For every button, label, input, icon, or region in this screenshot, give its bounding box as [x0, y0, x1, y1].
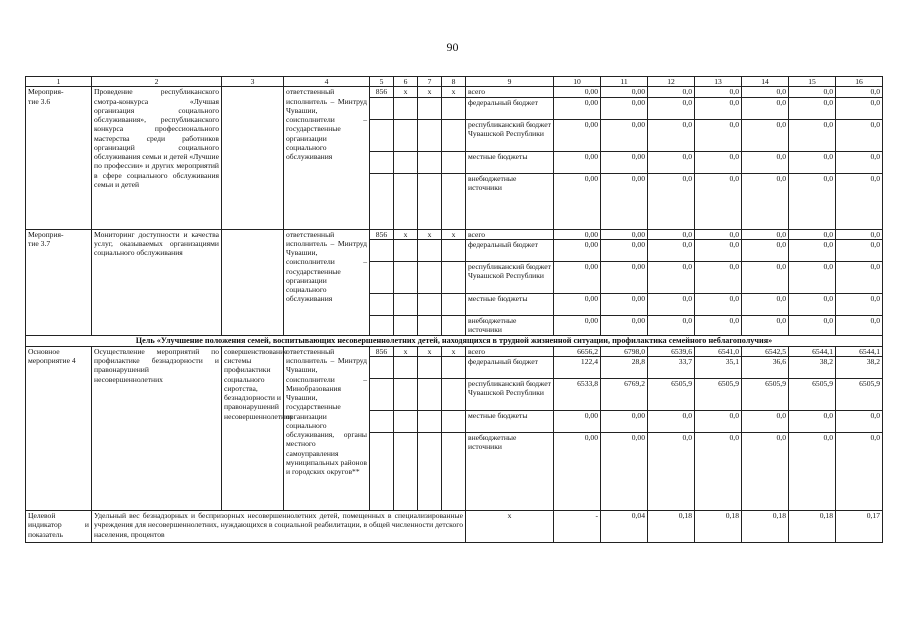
funding-value: 0,0 — [648, 119, 695, 151]
funding-value: 0,0 — [789, 119, 836, 151]
header-cell: 14 — [742, 77, 789, 87]
empty-cell — [370, 357, 394, 379]
empty-cell — [442, 151, 466, 173]
header-cell: 4 — [284, 77, 370, 87]
activity-title: Мониторинг доступности и качества услуг, оказываемых организациями социального обслуживания — [92, 229, 222, 335]
empty-cell — [370, 97, 394, 119]
funding-value: 0,00 — [601, 119, 648, 151]
code-x: х — [394, 229, 418, 239]
funding-value: 36,6 — [742, 357, 789, 379]
funding-value: 0,0 — [836, 261, 883, 293]
funding-value: 0,0 — [836, 173, 883, 229]
code-856: 856 — [370, 346, 394, 356]
empty-cell — [394, 97, 418, 119]
code-x: х — [442, 346, 466, 356]
funding-value: 0,0 — [648, 151, 695, 173]
indicator-value: 0,18 — [648, 511, 695, 543]
funding-value: 0,00 — [554, 173, 601, 229]
funding-value: 0,00 — [554, 229, 601, 239]
funding-value: 6544,1 — [789, 346, 836, 356]
funding-value: 0,00 — [554, 411, 601, 433]
funding-value: 0,0 — [695, 433, 742, 511]
funding-value: 0,0 — [742, 315, 789, 335]
funding-value: 6769,2 — [601, 379, 648, 411]
indicator-code: Целевой индикатор и показатель — [26, 511, 92, 543]
funding-value: 0,0 — [742, 411, 789, 433]
funding-value: 0,0 — [836, 87, 883, 97]
funding-source: внебюджетные источники — [466, 173, 554, 229]
funding-value: 0,0 — [695, 315, 742, 335]
funding-value: 0,0 — [695, 97, 742, 119]
code-x: х — [394, 346, 418, 356]
header-cell: 10 — [554, 77, 601, 87]
funding-value: 0,0 — [742, 173, 789, 229]
funding-value: 0,0 — [789, 293, 836, 315]
budget-table — [25, 76, 883, 543]
funding-source: федеральный бюджет — [466, 239, 554, 261]
indicator-value: - — [554, 511, 601, 543]
funding-source: местные бюджеты — [466, 411, 554, 433]
empty-cell — [370, 239, 394, 261]
funding-value: 6656,2 — [554, 346, 601, 356]
funding-value: 0,00 — [601, 87, 648, 97]
funding-value: 0,0 — [742, 119, 789, 151]
header-cell: 1 — [26, 77, 92, 87]
header-cell: 15 — [789, 77, 836, 87]
funding-value: 0,0 — [836, 293, 883, 315]
funding-value: 0,00 — [554, 87, 601, 97]
funding-value: 0,0 — [695, 261, 742, 293]
code-x: х — [418, 229, 442, 239]
empty-cell — [418, 315, 442, 335]
funding-source: местные бюджеты — [466, 151, 554, 173]
funding-value: 0,0 — [648, 229, 695, 239]
funding-value: 6505,9 — [648, 379, 695, 411]
funding-source: федеральный бюджет — [466, 357, 554, 379]
funding-value: 0,0 — [836, 229, 883, 239]
code-x: х — [442, 229, 466, 239]
empty-cell — [442, 97, 466, 119]
funding-value: 6505,9 — [836, 379, 883, 411]
funding-value: 0,0 — [742, 261, 789, 293]
activity-title: Проведение республиканского смотра-конкурса «Лучшая организация социального обслуживания», республиканского конкурса профессионального мастерства среди работников организаций социального обслуживания семьи и детей «Лучшие по профессии» и других мероприятий в сфере социального обслуживания семьи и детей — [92, 87, 222, 229]
funding-value: 0,0 — [742, 293, 789, 315]
funding-source: внебюджетные источники — [466, 433, 554, 511]
empty-cell — [442, 315, 466, 335]
code-856: 856 — [370, 229, 394, 239]
funding-value: 0,0 — [836, 315, 883, 335]
indicator-value: 0,04 — [601, 511, 648, 543]
funding-value: 0,0 — [836, 97, 883, 119]
empty-cell — [370, 411, 394, 433]
funding-value: 0,00 — [601, 315, 648, 335]
funding-value: 0,0 — [648, 239, 695, 261]
funding-source: всего — [466, 346, 554, 356]
funding-value: 0,0 — [695, 173, 742, 229]
empty-cell — [370, 173, 394, 229]
funding-value: 0,00 — [601, 97, 648, 119]
empty-cell — [394, 379, 418, 411]
header-cell: 6 — [394, 77, 418, 87]
header-cell: 9 — [466, 77, 554, 87]
table-body — [26, 77, 883, 543]
funding-value: 0,0 — [789, 229, 836, 239]
funding-value: 0,00 — [554, 433, 601, 511]
empty-cell — [418, 173, 442, 229]
funding-value: 0,0 — [695, 119, 742, 151]
empty-cell — [418, 433, 442, 511]
activity-executor: ответственный исполнитель – Минтруд Чувашии, соисполнители – Минобразования Чувашии, государственные организации социального обслуживания, органы местного самоуправления муниципальных районов и городских округов** — [284, 346, 370, 510]
header-cell: 16 — [836, 77, 883, 87]
activity-executor: ответственный исполнитель – Минтруд Чувашии, соисполнители – государственные организации социального обслуживания — [284, 87, 370, 229]
goal-row — [26, 335, 883, 346]
empty-cell — [418, 357, 442, 379]
empty-cell — [418, 293, 442, 315]
funding-value: 0,00 — [601, 411, 648, 433]
empty-cell — [442, 293, 466, 315]
activity-code: Мероприя- тие 3.6 — [26, 87, 92, 229]
funding-value: 0,00 — [601, 173, 648, 229]
funding-value: 6798,0 — [601, 346, 648, 356]
funding-value: 0,0 — [695, 293, 742, 315]
empty-cell — [370, 151, 394, 173]
funding-value: 0,0 — [648, 293, 695, 315]
funding-value: 38,2 — [789, 357, 836, 379]
funding-source: республиканский бюджет Чувашской Республики — [466, 379, 554, 411]
funding-value: 0,0 — [695, 151, 742, 173]
empty-cell — [370, 293, 394, 315]
empty-cell — [442, 411, 466, 433]
funding-value: 0,0 — [836, 119, 883, 151]
funding-value: 0,0 — [742, 229, 789, 239]
funding-source: внебюджетные источники — [466, 315, 554, 335]
funding-value: 0,00 — [554, 119, 601, 151]
empty-cell — [442, 173, 466, 229]
funding-source: всего — [466, 87, 554, 97]
empty-cell — [418, 151, 442, 173]
indicator-value: 0,18 — [789, 511, 836, 543]
funding-value: 0,0 — [789, 433, 836, 511]
funding-value: 0,0 — [789, 97, 836, 119]
empty-cell — [418, 119, 442, 151]
empty-cell — [394, 293, 418, 315]
funding-value: 0,0 — [789, 87, 836, 97]
header-cell: 11 — [601, 77, 648, 87]
funding-value: 0,0 — [789, 315, 836, 335]
funding-value: 0,0 — [695, 229, 742, 239]
activity-goal-cell: совершенствование системы профилактики социального сиротства, безнадзорности и правонарушений несовершеннолетних — [222, 346, 284, 510]
empty-cell — [394, 357, 418, 379]
funding-value: 0,0 — [836, 433, 883, 511]
funding-value: 6539,6 — [648, 346, 695, 356]
goal-heading: Цель «Улучшение положения семей, воспитывающих несовершеннолетних детей, находящихся в трудной жизненной ситуации, профилактика семейного неблагополучия» — [26, 335, 883, 346]
funding-value: 0,0 — [648, 173, 695, 229]
funding-value: 0,00 — [554, 97, 601, 119]
empty-cell — [370, 261, 394, 293]
funding-value: 0,00 — [601, 151, 648, 173]
code-x: х — [442, 87, 466, 97]
funding-value: 0,0 — [742, 239, 789, 261]
empty-cell — [418, 379, 442, 411]
funding-source: всего — [466, 229, 554, 239]
empty-cell — [394, 261, 418, 293]
empty-cell — [418, 261, 442, 293]
activity-goal-cell — [222, 87, 284, 229]
empty-cell — [442, 433, 466, 511]
funding-value: 6505,9 — [695, 379, 742, 411]
funding-value: 0,0 — [695, 239, 742, 261]
funding-value: 0,00 — [601, 433, 648, 511]
column-number-row — [26, 77, 883, 87]
table-row — [26, 229, 883, 239]
empty-cell — [394, 173, 418, 229]
funding-value: 6544,1 — [836, 346, 883, 356]
funding-value: 0,00 — [554, 151, 601, 173]
funding-value: 35,1 — [695, 357, 742, 379]
funding-value: 0,0 — [648, 433, 695, 511]
funding-value: 0,0 — [836, 151, 883, 173]
funding-value: 0,0 — [695, 87, 742, 97]
funding-value: 0,00 — [601, 239, 648, 261]
funding-value: 0,0 — [742, 87, 789, 97]
header-cell: 3 — [222, 77, 284, 87]
funding-value: 0,0 — [742, 433, 789, 511]
funding-value: 0,00 — [554, 293, 601, 315]
funding-value: 0,00 — [554, 261, 601, 293]
funding-source: местные бюджеты — [466, 293, 554, 315]
funding-source: республиканский бюджет Чувашской Республики — [466, 119, 554, 151]
empty-cell — [370, 119, 394, 151]
activity-code: Мероприя- тие 3.7 — [26, 229, 92, 335]
funding-value: 0,0 — [789, 151, 836, 173]
table-row — [26, 346, 883, 356]
empty-cell — [394, 411, 418, 433]
header-cell: 8 — [442, 77, 466, 87]
empty-cell — [370, 315, 394, 335]
page-number: 90 — [446, 40, 459, 54]
funding-value: 6541,0 — [695, 346, 742, 356]
empty-cell — [394, 151, 418, 173]
empty-cell — [442, 119, 466, 151]
funding-value: 0,0 — [789, 239, 836, 261]
funding-value: 28,8 — [601, 357, 648, 379]
empty-cell — [442, 357, 466, 379]
indicator-row — [26, 511, 883, 543]
code-x: х — [418, 346, 442, 356]
empty-cell — [418, 239, 442, 261]
empty-cell — [442, 239, 466, 261]
empty-cell — [418, 97, 442, 119]
empty-cell — [370, 433, 394, 511]
funding-value: 0,0 — [742, 97, 789, 119]
indicator-value: 0,18 — [742, 511, 789, 543]
activity-executor: ответственный исполнитель – Минтруд Чувашии, соисполнители – государственные организации социального обслуживания — [284, 229, 370, 335]
funding-value: 122,4 — [554, 357, 601, 379]
code-x: х — [418, 87, 442, 97]
funding-value: 0,0 — [789, 411, 836, 433]
empty-cell — [418, 411, 442, 433]
funding-value: 0,0 — [742, 151, 789, 173]
header-cell: 12 — [648, 77, 695, 87]
header-cell: 13 — [695, 77, 742, 87]
code-856: 856 — [370, 87, 394, 97]
funding-value: 0,00 — [601, 261, 648, 293]
funding-value: 6533,8 — [554, 379, 601, 411]
funding-value: 0,0 — [648, 87, 695, 97]
funding-value: 0,0 — [836, 411, 883, 433]
funding-value: 38,2 — [836, 357, 883, 379]
funding-value: 0,00 — [554, 315, 601, 335]
funding-value: 0,0 — [789, 261, 836, 293]
funding-value: 33,7 — [648, 357, 695, 379]
funding-value: 0,0 — [695, 411, 742, 433]
header-cell: 5 — [370, 77, 394, 87]
funding-source: федеральный бюджет — [466, 97, 554, 119]
empty-cell — [394, 119, 418, 151]
activity-goal-cell — [222, 229, 284, 335]
header-cell: 7 — [418, 77, 442, 87]
activity-title: Осуществление мероприятий по профилактике безнадзорности и правонарушений несовершеннолетних — [92, 346, 222, 510]
funding-value: 6505,9 — [789, 379, 836, 411]
funding-value: 0,0 — [648, 261, 695, 293]
funding-value: 0,0 — [836, 239, 883, 261]
funding-value: 6542,5 — [742, 346, 789, 356]
empty-cell — [442, 261, 466, 293]
indicator-value: 0,18 — [695, 511, 742, 543]
funding-value: 0,00 — [554, 239, 601, 261]
funding-value: 0,0 — [648, 315, 695, 335]
header-cell: 2 — [92, 77, 222, 87]
empty-cell — [394, 315, 418, 335]
funding-source: республиканский бюджет Чувашской Республики — [466, 261, 554, 293]
funding-value: 0,0 — [648, 411, 695, 433]
funding-value: 0,00 — [601, 229, 648, 239]
code-x: х — [394, 87, 418, 97]
empty-cell — [370, 379, 394, 411]
empty-cell — [394, 433, 418, 511]
funding-value: 0,0 — [789, 173, 836, 229]
empty-cell — [442, 379, 466, 411]
table-row — [26, 87, 883, 97]
activity-code: Основное мероприятие 4 — [26, 346, 92, 510]
funding-value: 0,00 — [601, 293, 648, 315]
indicator-text: Удельный вес безнадзорных и беспризорных несовершеннолетних детей, помещенных в специализированные учреждения для несовершеннолетних, нуждающихся в социальной реабилитации, в общей численности детского населения, процентов — [92, 511, 466, 543]
indicator-x: х — [466, 511, 554, 543]
empty-cell — [394, 239, 418, 261]
funding-value: 6505,9 — [742, 379, 789, 411]
indicator-value: 0,17 — [836, 511, 883, 543]
funding-value: 0,0 — [648, 97, 695, 119]
